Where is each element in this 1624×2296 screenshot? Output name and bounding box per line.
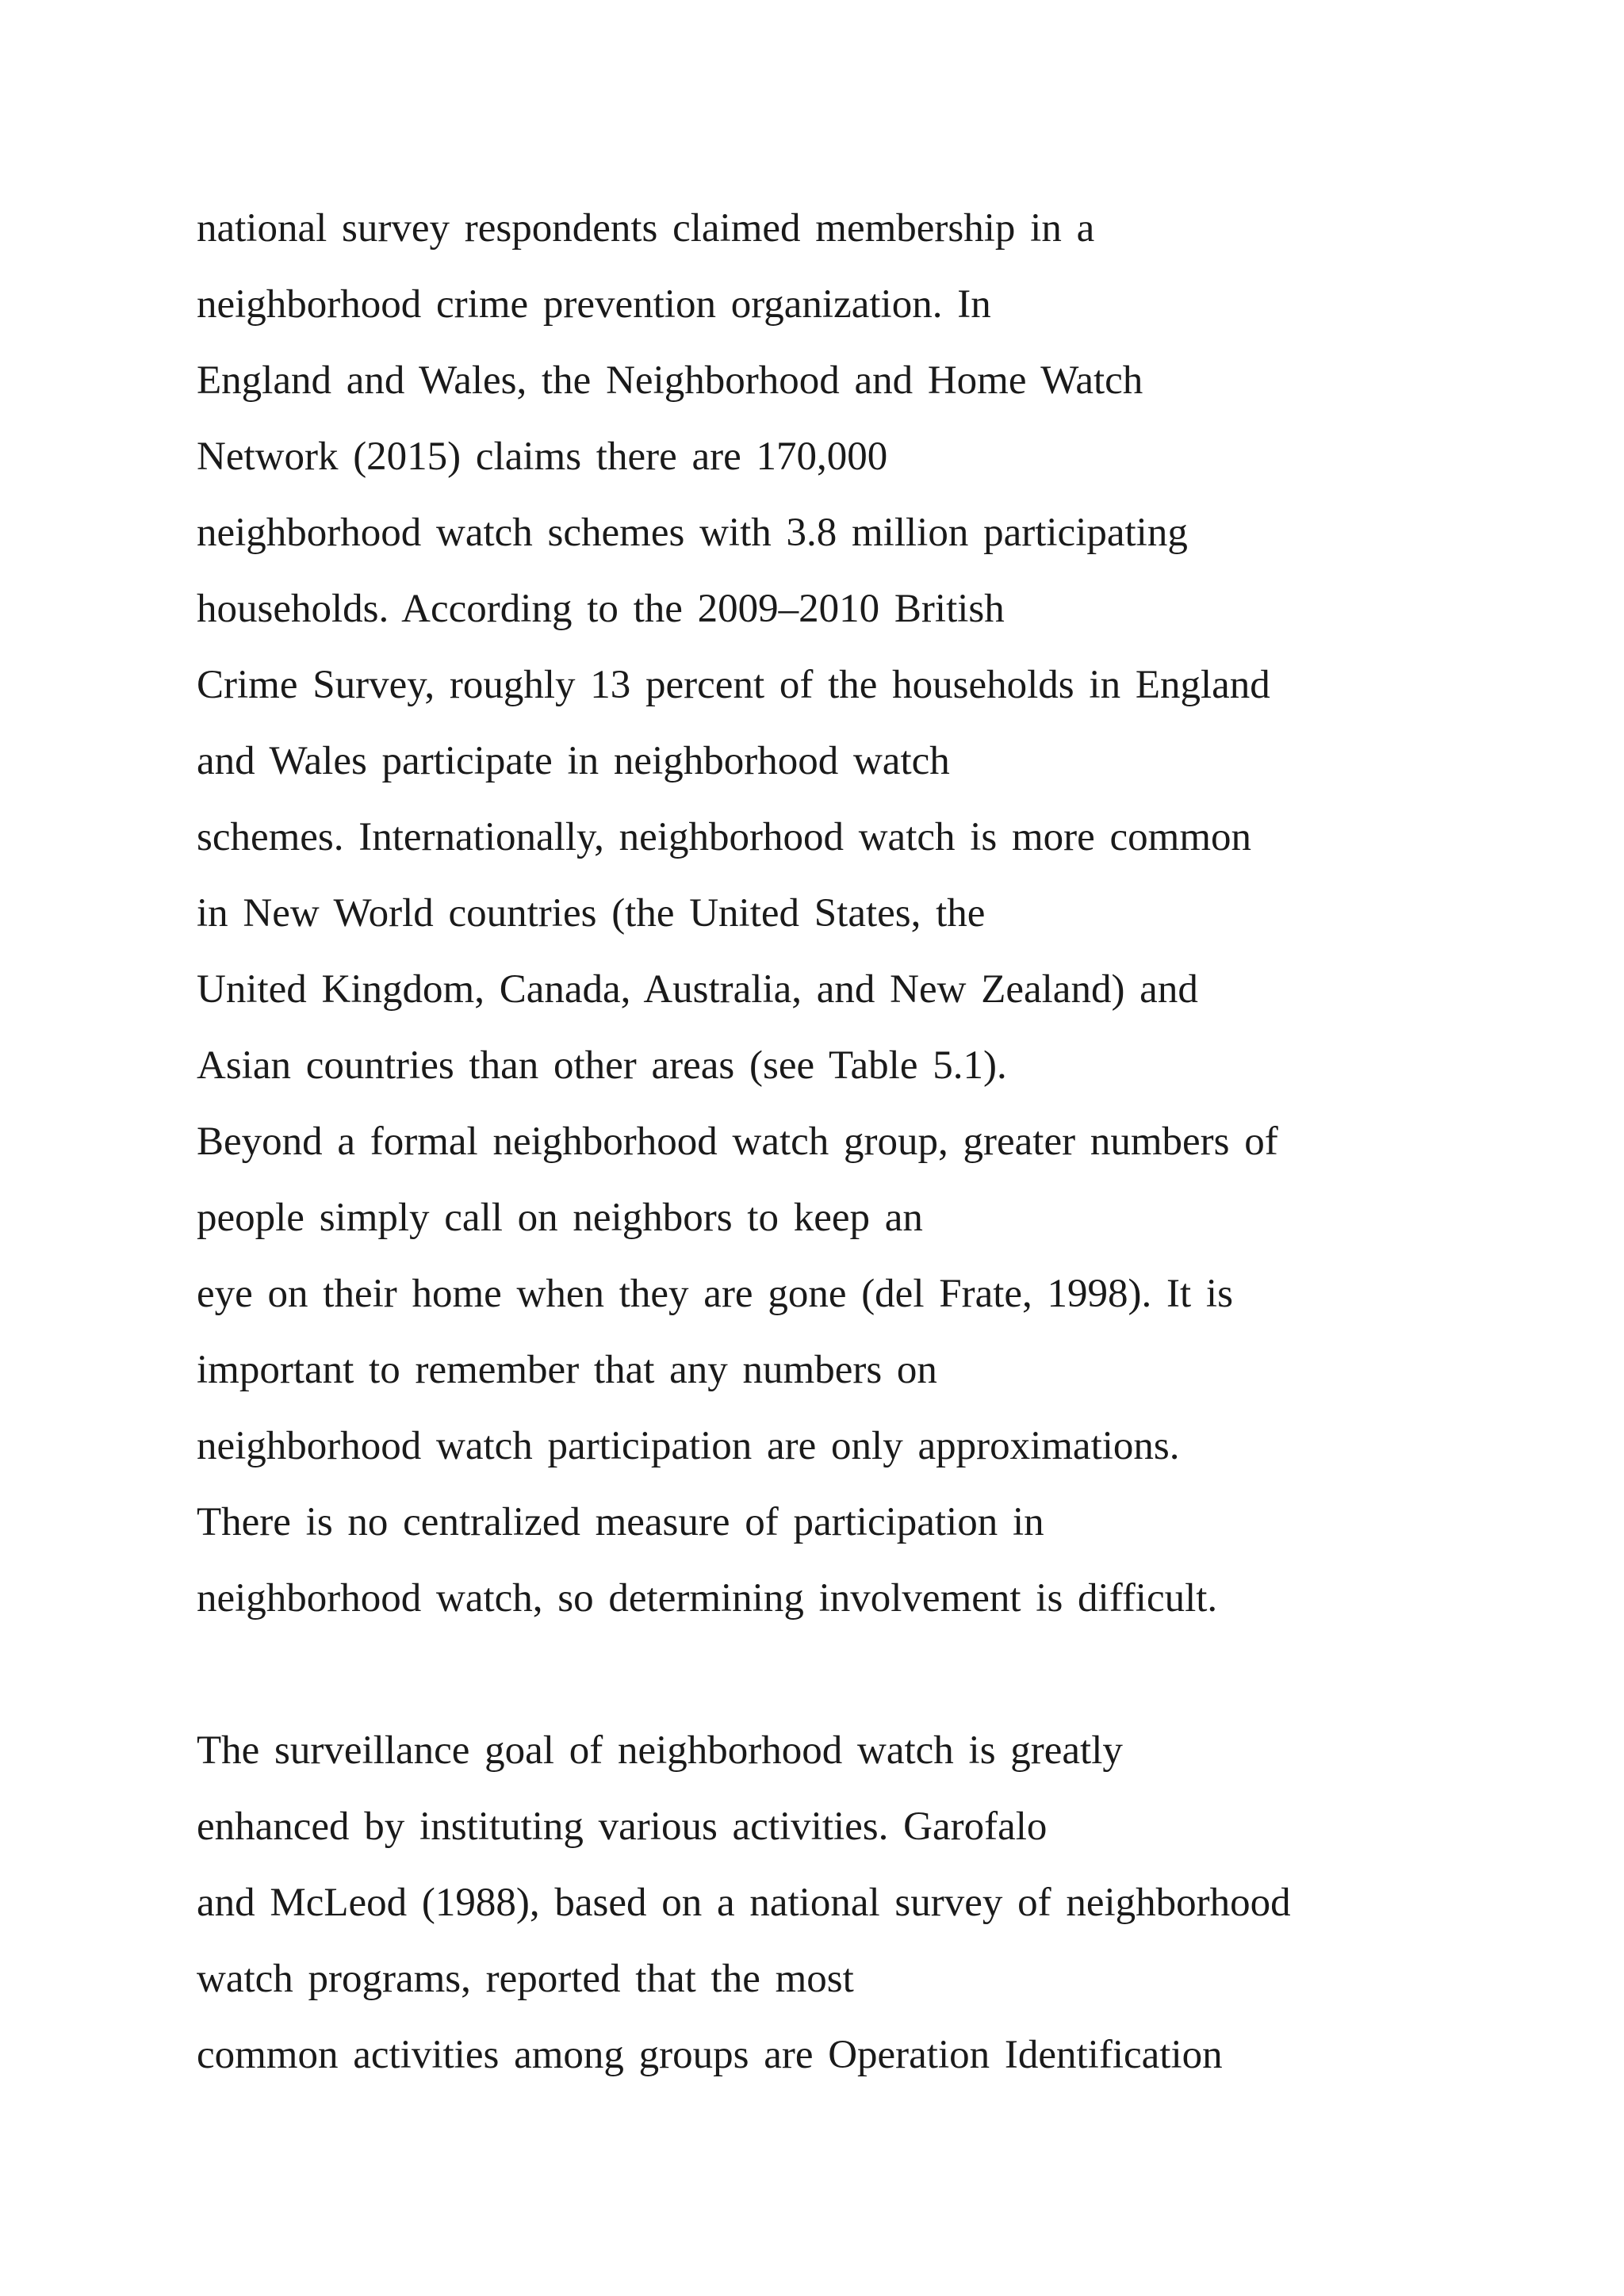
text-line: in New World countries (the United States, the xyxy=(197,891,986,936)
text-line: There is no centralized measure of participation in xyxy=(197,1500,1044,1544)
text-line: and Wales participate in neighborhood watch xyxy=(197,739,950,783)
text-line: Crime Survey, roughly 13 percent of the households in England xyxy=(197,663,1270,707)
body-text xyxy=(197,190,1505,2093)
paragraph-2 xyxy=(197,1712,1505,2093)
text-line: neighborhood watch participation are only approximations. xyxy=(197,1424,1180,1468)
text-line: national survey respondents claimed membership in a xyxy=(197,206,1095,251)
text-line: enhanced by instituting various activities. Garofalo xyxy=(197,1804,1048,1849)
text-line: Asian countries than other areas (see Table 5.1). xyxy=(197,1043,1007,1088)
text-line: watch programs, reported that the most xyxy=(197,1957,854,2001)
paragraph-1 xyxy=(197,190,1505,1636)
text-line: schemes. Internationally, neighborhood watch is more common xyxy=(197,815,1252,859)
text-line: neighborhood crime prevention organization. In xyxy=(197,282,991,327)
text-line: Network (2015) claims there are 170,000 xyxy=(197,434,888,479)
text-line: common activities among groups are Operation Identification xyxy=(197,2033,1223,2077)
text-line: The surveillance goal of neighborhood watch is greatly xyxy=(197,1728,1123,1773)
text-line: neighborhood watch, so determining involvement is difficult. xyxy=(197,1576,1218,1621)
text-line: and McLeod (1988), based on a national survey of neighborhood xyxy=(197,1881,1291,1925)
text-line: neighborhood watch schemes with 3.8 million participating xyxy=(197,511,1188,555)
text-line: eye on their home when they are gone (del Frate, 1998). It is xyxy=(197,1272,1233,1316)
text-line: people simply call on neighbors to keep an xyxy=(197,1196,923,1240)
text-line: United Kingdom, Canada, Australia, and New Zealand) and xyxy=(197,967,1198,1012)
text-line: important to remember that any numbers on xyxy=(197,1348,937,1392)
text-line: households. According to the 2009–2010 British xyxy=(197,587,1005,631)
text-line: England and Wales, the Neighborhood and Home Watch xyxy=(197,358,1143,403)
text-line: Beyond a formal neighborhood watch group, greater numbers of xyxy=(197,1119,1278,1164)
